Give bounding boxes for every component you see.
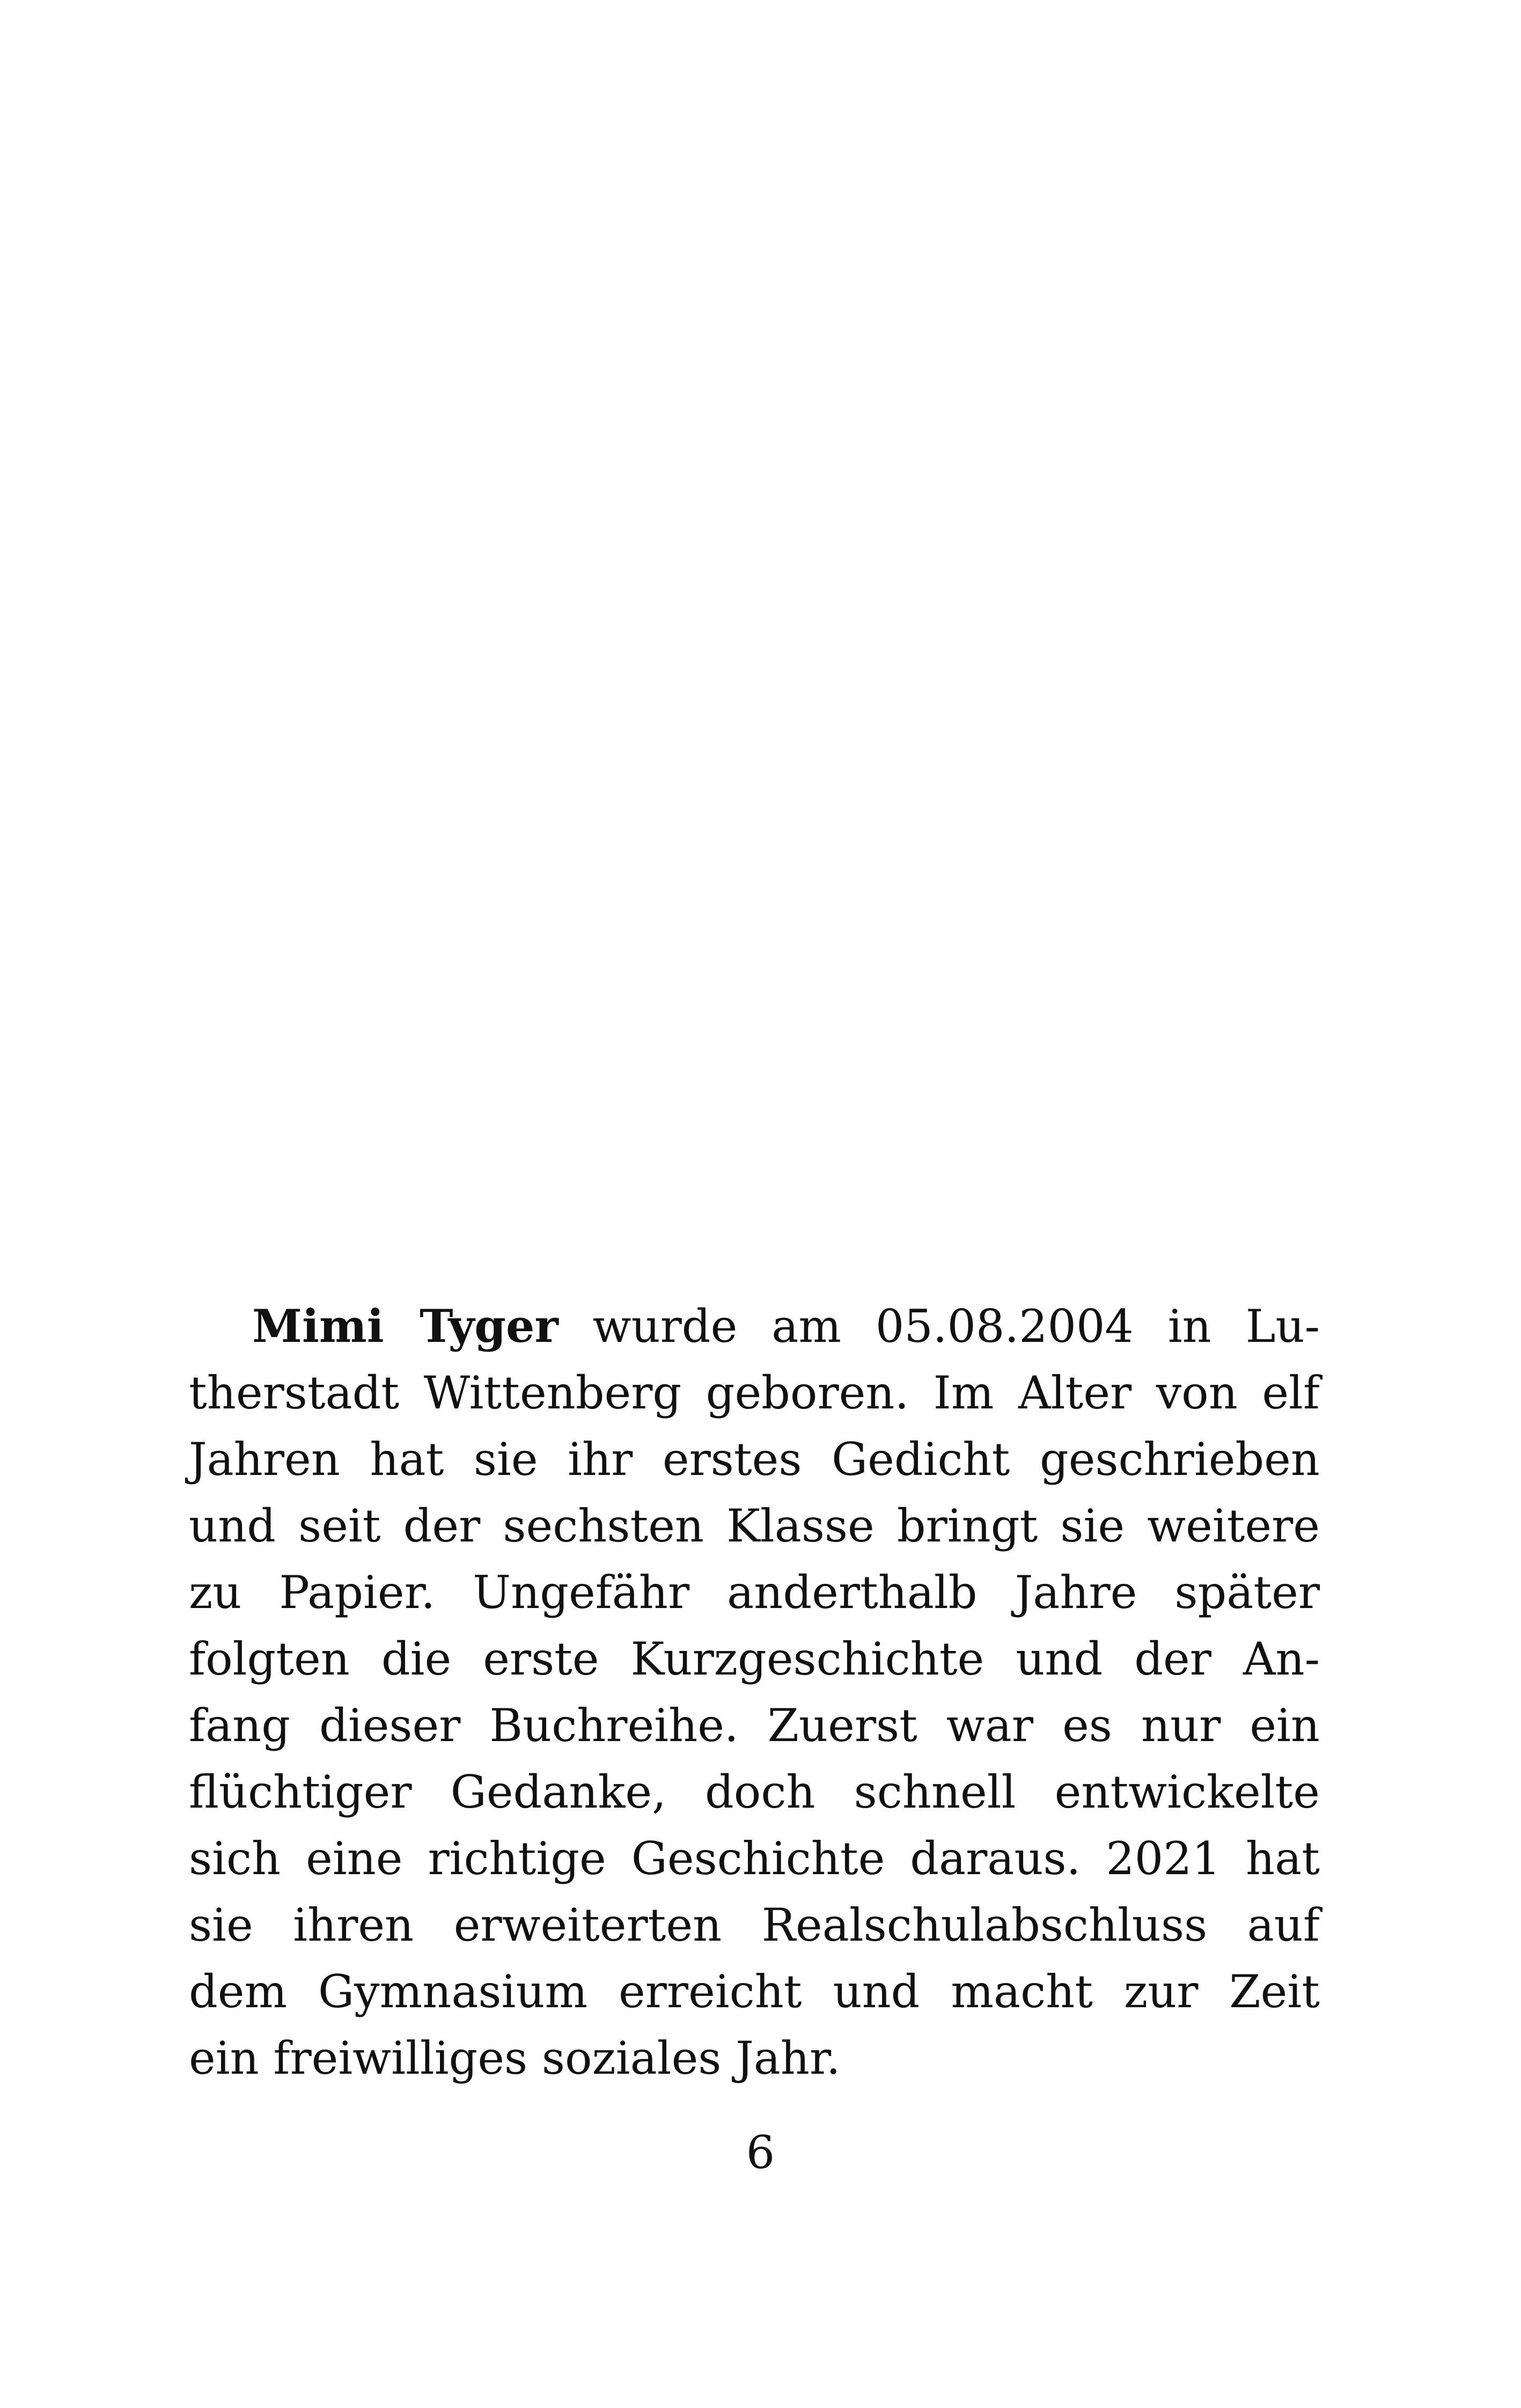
bio-line-11: dem Gymnasium erreicht und macht zur Zeit <box>189 1965 1320 2018</box>
bio-line-6: folgten die erste Kurzgeschichte und der An- <box>189 1633 1320 1685</box>
bio-line-9: sich eine richtige Geschichte daraus. 2021 hat <box>189 1832 1320 1885</box>
bio-line-2: therstadt Wittenberg geboren. Im Alter von elf <box>189 1367 1320 1419</box>
bio-line-8: flüchtiger Gedanke, doch schnell entwickelte <box>189 1766 1320 1818</box>
bio-line-4: und seit der sechsten Klasse bringt sie weitere <box>189 1500 1320 1552</box>
bio-line-7: fang dieser Buchreihe. Zuerst war es nur ein <box>189 1699 1320 1752</box>
bio-line-10: sie ihren erweiterten Realschulabschluss auf <box>189 1899 1320 1951</box>
bio-line-5: zu Papier. Ungefähr anderthalb Jahre später <box>189 1566 1320 1619</box>
bio-line-3: Jahren hat sie ihr erstes Gedicht geschrieben <box>189 1433 1320 1486</box>
page-number: 6 <box>746 2126 775 2179</box>
bio-line-1 <box>189 1293 1320 1360</box>
bio-line-1-text: wurde am 05.08.2004 in Lu- <box>558 1300 1320 1353</box>
author-biography <box>189 1293 1320 2091</box>
author-name: Mimi Tyger <box>252 1300 559 1353</box>
bio-line-12: ein freiwilliges soziales Jahr. <box>189 2032 841 2084</box>
